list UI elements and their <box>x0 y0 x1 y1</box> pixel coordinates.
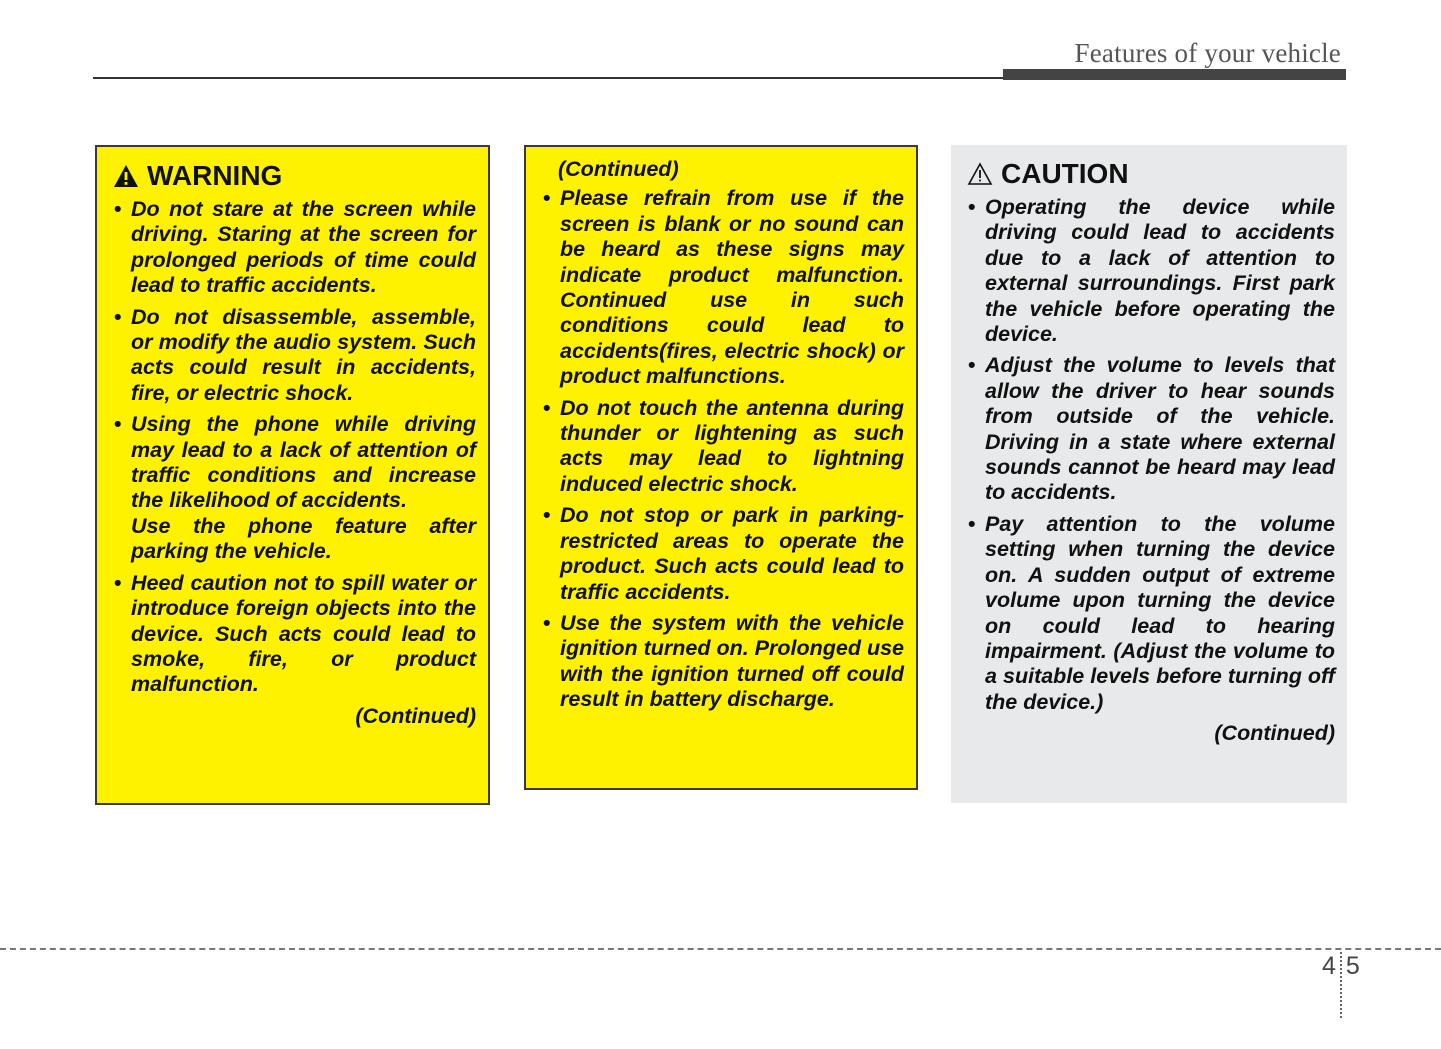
list-item: • Heed caution not to spill water or introduce foreign objects into the device. Such acts could lead to smoke, fire, or product malfunction. <box>111 571 476 698</box>
page-number-separator <box>1340 952 1342 1018</box>
warning-list <box>111 197 476 698</box>
list-item: • Do not disassemble, assemble, or modify the audio system. Such acts could result in accidents, fire, or electric shock. <box>111 305 476 407</box>
continued-label: (Continued) <box>355 703 476 728</box>
continued-list <box>540 186 904 712</box>
page-header-title: Features of your vehicle <box>1074 38 1341 68</box>
list-item <box>111 412 476 564</box>
list-item: • Pay attention to the volume setting when turning the device on. A sudden output of extreme volume upon turning the device on could lead to hearing impairment. (Adjust the volume to a suitable levels before turning off the device.) <box>965 512 1335 715</box>
footer-rule <box>0 948 1441 950</box>
list-item: • Please refrain from use if the screen is blank or no sound can be heard as these signs may indicate product malfunction. Continued use in such conditions could lead to accidents(fires, electric shock) or product malfunctions. <box>540 186 904 389</box>
caution-list <box>965 195 1335 715</box>
continued-label: (Continued) <box>1214 721 1335 746</box>
caution-title: CAUTION <box>1001 158 1129 189</box>
caution-heading <box>967 157 1335 191</box>
list-item: • Do not touch the antenna during thunder or lightening as such acts may lead to lightning induced electric shock. <box>540 396 904 498</box>
warning-title: WARNING <box>147 160 283 191</box>
warning-box <box>95 145 490 805</box>
header-bar <box>1003 69 1346 80</box>
warning-heading <box>113 159 476 193</box>
continued-label: (Continued) <box>558 157 679 181</box>
warning-triangle-icon <box>113 164 139 188</box>
list-item: • Do not stop or park in parking-restricted areas to operate the product. Such acts could lead to traffic accidents. <box>540 503 904 605</box>
list-item: • Use the system with the vehicle ignition turned on. Prolonged use with the ignition turned off could result in battery discharge. <box>540 611 904 713</box>
caution-box <box>951 145 1347 803</box>
warning-continued-box <box>524 145 918 790</box>
list-item: • Adjust the volume to levels that allow the driver to hear sounds from outside of the vehicle. Driving in a state where external sounds cannot be heard may lead to accidents. <box>965 353 1335 505</box>
page-number <box>1322 952 1360 1018</box>
list-item-text: Using the phone while driving may lead to a lack of attention of traffic conditions and increase the likelihood of accidents. <box>131 412 476 513</box>
header-rule <box>93 77 1003 79</box>
caution-triangle-icon <box>967 162 993 186</box>
chapter-number: 4 <box>1322 952 1336 980</box>
list-item: • Do not stare at the screen while driving. Staring at the screen for prolonged periods of time could lead to traffic accidents. <box>111 197 476 299</box>
page-number-value: 5 <box>1345 952 1360 980</box>
list-item-extra: Use the phone feature after parking the vehicle. <box>131 513 476 564</box>
list-item: • Operating the device while driving could lead to accidents due to a lack of attention to external surroundings. First park the vehicle before operating the device. <box>965 195 1335 347</box>
